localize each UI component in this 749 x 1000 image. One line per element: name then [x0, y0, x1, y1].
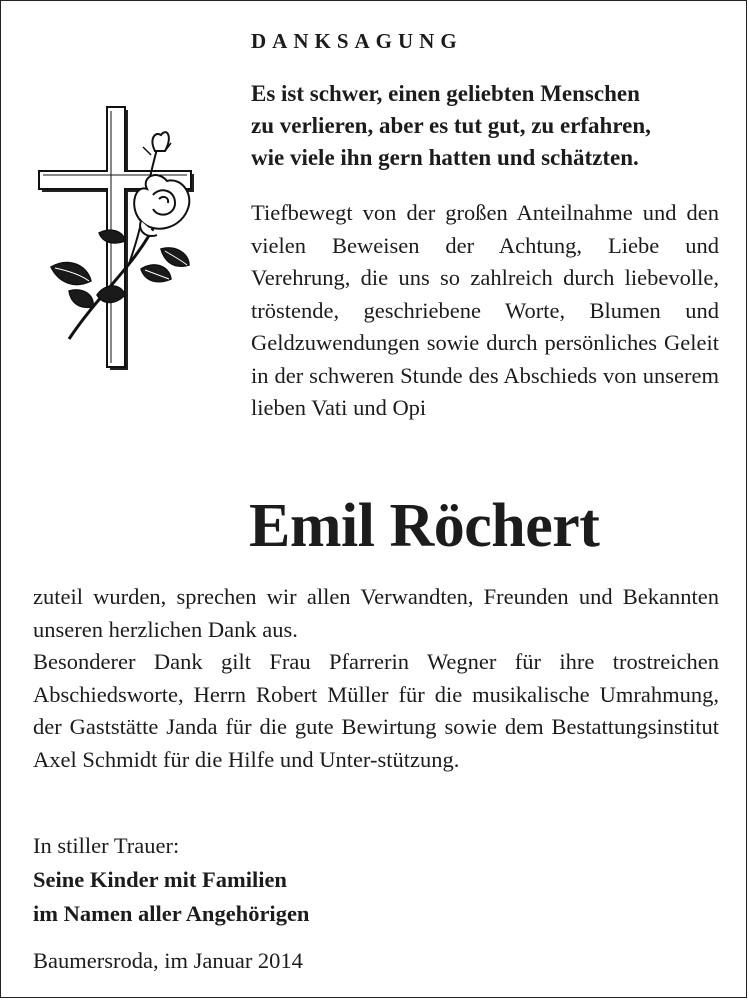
place-date: Baumersroda, im Januar 2014: [33, 948, 303, 973]
notice-heading: DANKSAGUNG: [251, 29, 463, 53]
motto-line: wie viele ihn gern hatten und schätzten.: [251, 145, 639, 170]
motto-line: Es ist schwer, einen geliebten Menschen: [251, 81, 640, 106]
thanks-body: [33, 581, 719, 776]
thanks-text: zuteil wurden, sprechen wir allen Verwandten, Freunden und Bekannten unseren herzlichen Dank aus.: [33, 584, 719, 642]
intro-text: Tiefbewegt von der großen Anteilnahme und den vielen Beweisen der Achtung, Liebe und Verehrung, die uns so zahlreich durch liebevolle, tröstende, geschriebene Worte, Blumen und Geldzuwendungen sowie durch persönliches Geleit in der schweren Stunde des Abschieds von unserem lieben Vati und Opi: [251, 200, 719, 420]
special-thanks-text: Besonderer Dank gilt Frau Pfarrerin Wegner für ihre trostreichen Abschiedsworte, Herrn Robert Müller für die musikalische Umrahmung, der Gaststätte Janda für die gute Bewirtung sowie dem Bestattungsinstitut Axel Schmidt für die Hilfe und Unter-stützung.: [33, 649, 719, 772]
mourning-intro: In stiller Trauer:: [33, 833, 180, 858]
motto-line: zu verlieren, aber es tut gut, zu erfahren,: [251, 113, 651, 138]
cross-with-rose-icon: [29, 99, 199, 374]
deceased-name: Emil Röchert: [249, 492, 600, 560]
signatory-line: Seine Kinder mit Familien: [33, 867, 287, 892]
mourners-block: [33, 829, 309, 931]
signatory-line: im Namen aller Angehörigen: [33, 901, 310, 926]
motto: [251, 78, 721, 174]
